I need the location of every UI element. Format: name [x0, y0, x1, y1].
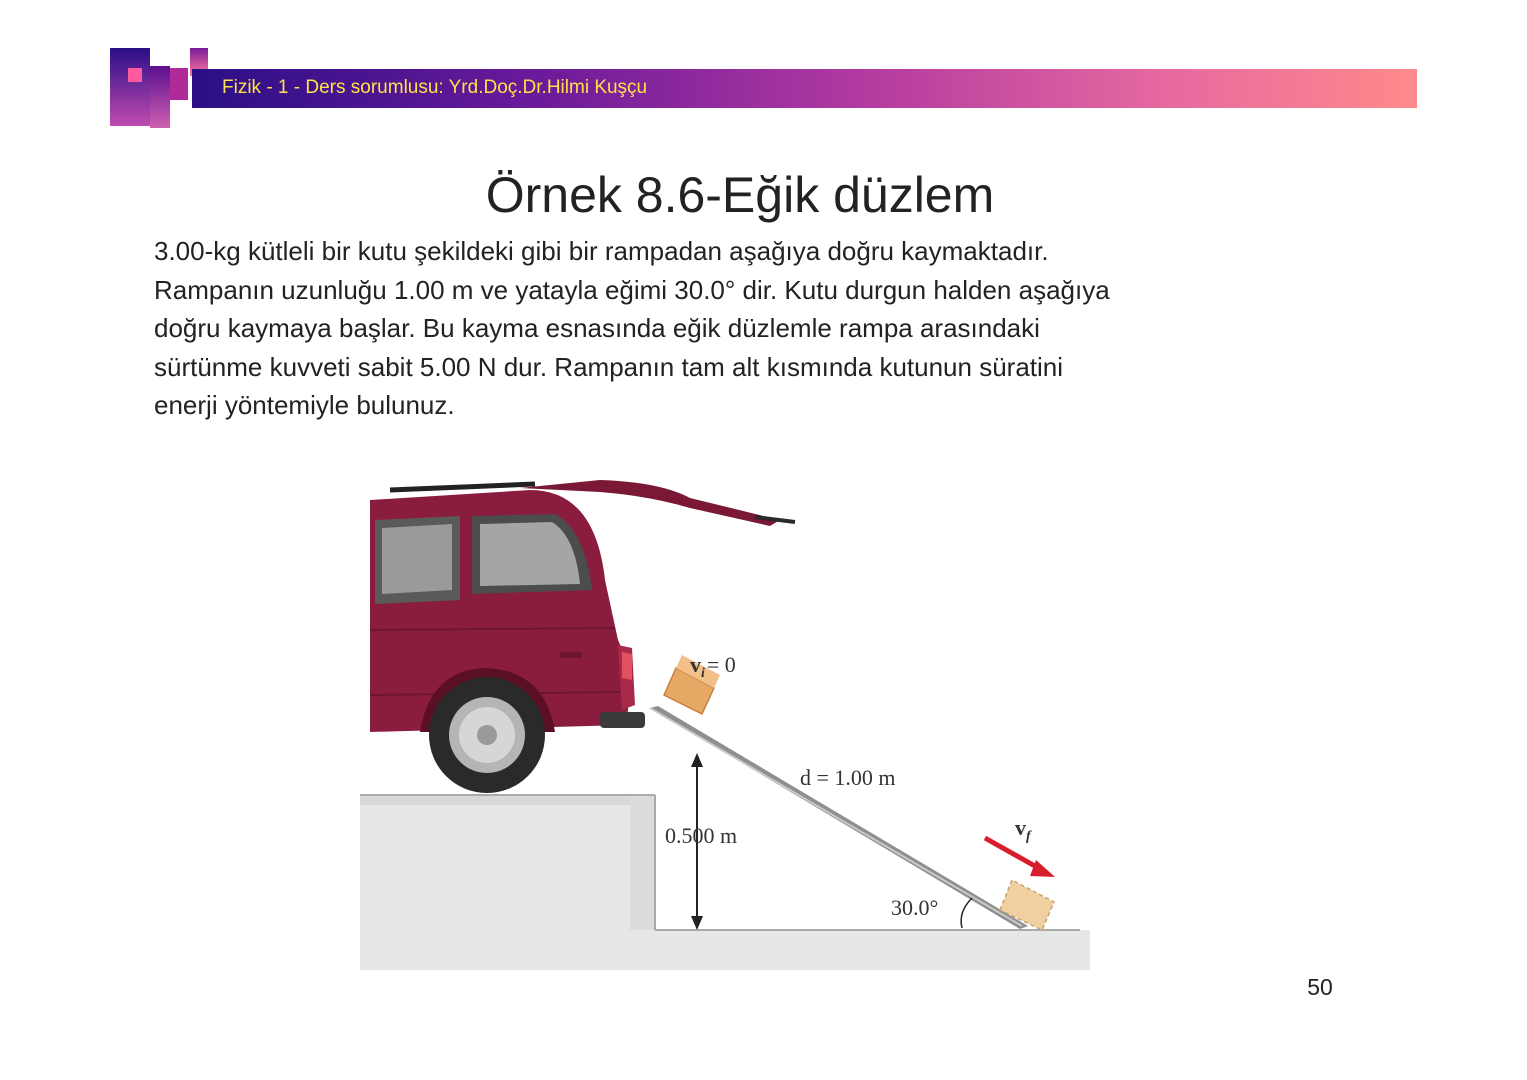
slide-title: Örnek 8.6-Eğik düzlem	[485, 167, 995, 223]
final-velocity-label: $v_f$	[1015, 815, 1031, 844]
angle-arc	[961, 898, 972, 928]
final-velocity-arrow	[985, 838, 1055, 877]
problem-line-3: doğru kaymaya başlar. Bu kayma esnasında eğik düzlemle rampa arasındaki	[154, 313, 1040, 343]
problem-line-1: 3.00-kg kütleli bir kutu şekildeki gibi bir rampadan aşağıya doğru kaymaktadır.	[154, 236, 1049, 266]
ramp-figure	[360, 470, 1090, 980]
page-number: 50	[1307, 974, 1333, 1000]
wheel	[429, 677, 545, 793]
final-box	[1000, 880, 1054, 930]
header-text: Fizik - 1 - Ders sorumlusu: Yrd.Doç.Dr.Hilmi Kuşçu	[222, 77, 648, 98]
problem-line-4: sürtünme kuvveti sabit 5.00 N dur. Rampanın tam alt kısmında kutunun süratini	[154, 351, 1064, 382]
problem-line-5: enerji yöntemiyle bulunuz.	[154, 390, 455, 420]
height-label: 0.500 m	[665, 823, 738, 848]
ground-shading	[360, 795, 655, 805]
angle-label: 30.0°	[891, 895, 939, 920]
problem-line-2: Rampanın uzunluğu 1.00 m ve yatayla eğimi 30.0° dir. Kutu durgun halden aşağıya	[154, 274, 1110, 305]
distance-label: d = 1.00 m	[800, 765, 896, 790]
step-wall-shadow	[630, 795, 655, 930]
upper-ledge	[360, 795, 1090, 970]
ramp-highlight	[650, 708, 1022, 926]
van	[370, 480, 795, 732]
problem-text	[154, 232, 1354, 425]
initial-velocity-label: $v_i= 0$	[690, 652, 736, 681]
